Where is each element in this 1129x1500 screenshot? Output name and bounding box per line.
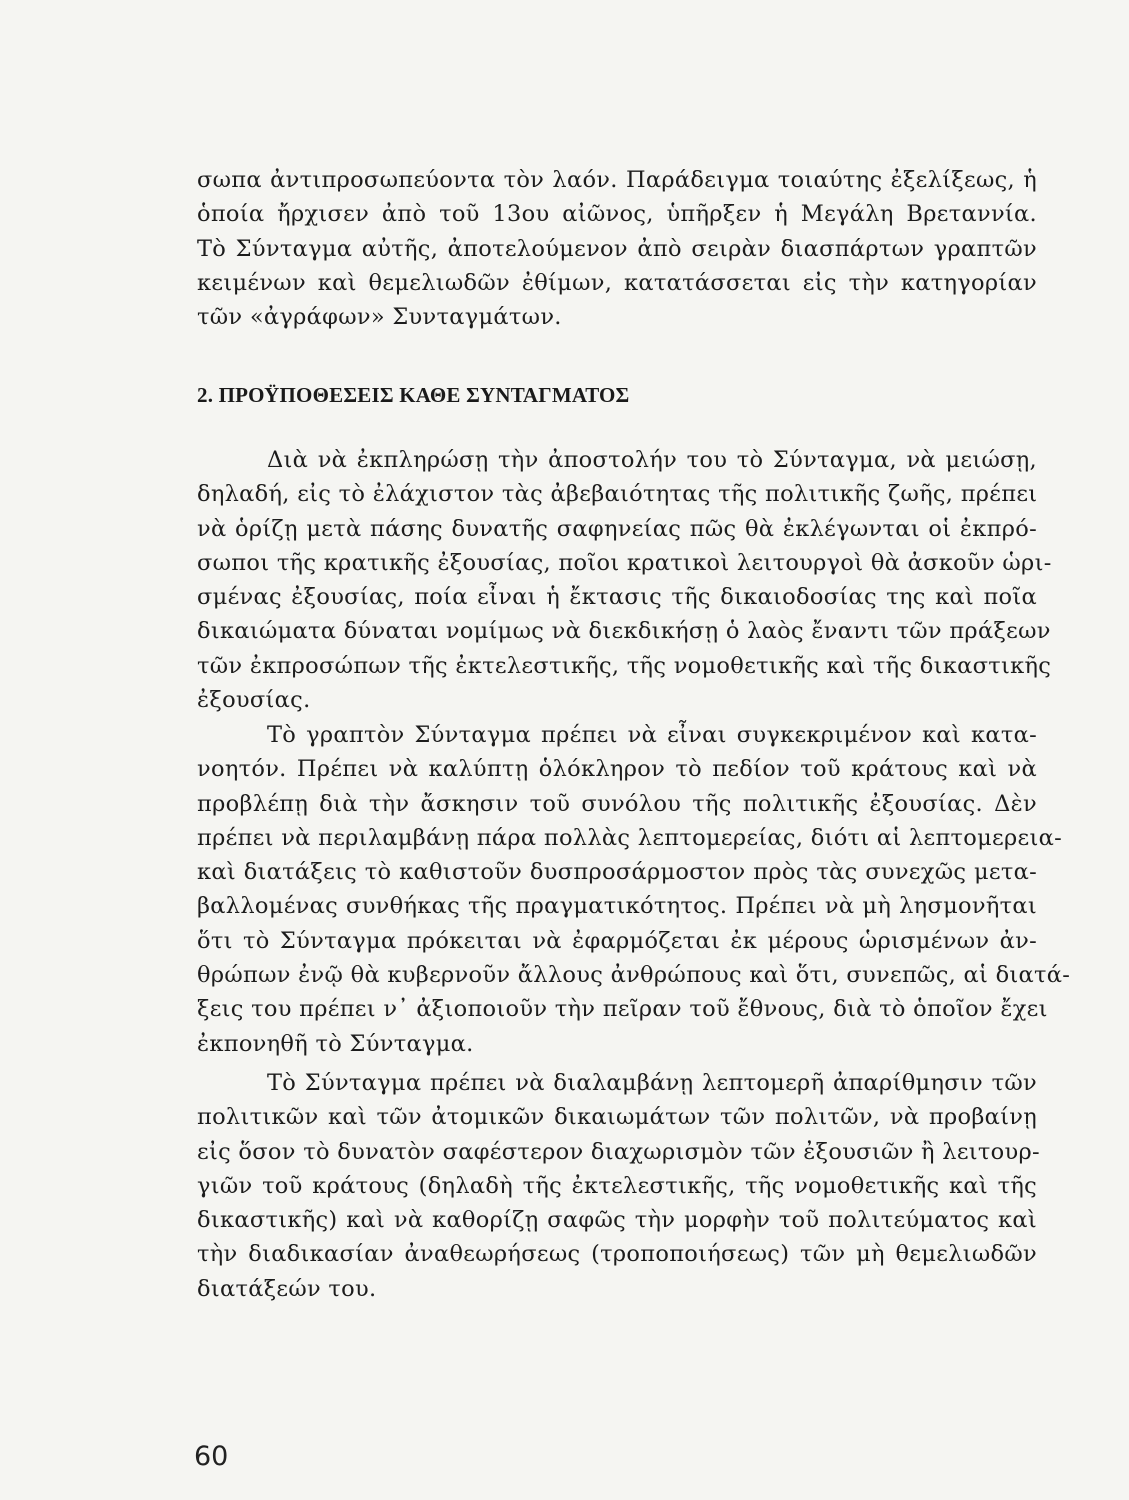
- text-line: γιῶν τοῦ κράτους (δηλαδὴ τῆς ἐκτελεστικῆς, τῆς νομοθετικῆς καὶ τῆς: [197, 1172, 1037, 1199]
- text-line: πολιτικῶν καὶ τῶν ἀτομικῶν δικαιωμάτων τῶν πολιτῶν, νὰ προβαίνῃ: [197, 1104, 1037, 1131]
- text-line: καὶ διατάξεις τὸ καθιστοῦν δυσπροσάρμοστον πρὸς τὰς συνεχῶς μετα-: [197, 859, 1037, 886]
- text-line: νὰ ὁρίζῃ μετὰ πάσης δυνατῆς σαφηνείας πῶς θὰ ἐκλέγωνται οἱ ἐκπρό-: [197, 515, 1037, 542]
- text-line: Διὰ νὰ ἐκπληρώσῃ τὴν ἀποστολήν του τὸ Σύνταγμα, νὰ μειώσῃ,: [267, 447, 1037, 473]
- text-line: διατάξεών του.: [197, 1275, 377, 1302]
- paragraph-3: [197, 1066, 1040, 1306]
- text-line: δικαστικῆς) καὶ νὰ καθορίζῃ σαφῶς τὴν μορφὴν τοῦ πολιτεύματος καὶ: [197, 1207, 1037, 1234]
- text-line: σωποι τῆς κρατικῆς ἐξουσίας, ποῖοι κρατικοὶ λειτουργοὶ θὰ ἀσκοῦν ὡρι-: [197, 549, 1052, 576]
- text-line: Τὸ Σύνταγμα αὐτῆς, ἀποτελούμενον ἀπὸ σειρὰν διασπάρτων γραπτῶν: [197, 235, 1037, 262]
- text-line: ἐκπονηθῆ τὸ Σύνταγμα.: [197, 1030, 474, 1057]
- paragraph-1: [197, 443, 1052, 717]
- text-line: ξεις του πρέπει ν᾽ ἀξιοποιοῦν τὴν πεῖραν τοῦ ἔθνους, διὰ τὸ ὁποῖον ἔχει: [197, 996, 1048, 1023]
- text-line: δηλαδή, εἰς τὸ ἐλάχιστον τὰς ἀβεβαιότητας τῆς πολιτικῆς ζωῆς, πρέπει: [197, 481, 1038, 508]
- text-line: πρέπει νὰ περιλαμβάνῃ πάρα πολλὰς λεπτομερείας, διότι αἱ λεπτομερεια-: [197, 824, 1063, 851]
- text-line: τὴν διαδικασίαν ἀναθεωρήσεως (τροποποιήσεως) τῶν μὴ θεμελιωδῶν: [197, 1241, 1037, 1268]
- text-line: ὅτι τὸ Σύνταγμα πρόκειται νὰ ἐφαρμόζεται ἐκ μέρους ὡρισμένων ἀν-: [197, 927, 1037, 954]
- text-line: Τὸ γραπτὸν Σύνταγμα πρέπει νὰ εἶναι συγκεκριμένον καὶ κατα-: [267, 722, 1037, 748]
- intro-paragraph: [197, 163, 1037, 334]
- text-line: θρώπων ἐνῷ θὰ κυβερνοῦν ἄλλους ἀνθρώπους καὶ ὅτι, συνεπῶς, αἱ διατά-: [197, 962, 1071, 989]
- text-line: νοητόν. Πρέπει νὰ καλύπτῃ ὁλόκληρον τὸ πεδίον τοῦ κράτους καὶ νὰ: [197, 756, 1037, 783]
- paragraph-2: [197, 718, 1071, 1061]
- text-line: τῶν «ἀγράφων» Συνταγμάτων.: [197, 304, 562, 331]
- text-line: εἰς ὅσον τὸ δυνατὸν σαφέστερον διαχωρισμὸν τῶν ἐξουσιῶν ἢ λειτουρ-: [197, 1138, 1040, 1165]
- text-line: σωπα ἀντιπροσωπεύοντα τὸν λαόν. Παράδειγμα τοιαύτης ἐξελίξεως, ἡ: [197, 167, 1037, 193]
- section-heading: 2. ΠΡΟΫΠΟΘΕΣΕΙΣ ΚΑΘΕ ΣΥΝΤΑΓΜΑΤΟΣ: [197, 383, 630, 407]
- text-line: βαλλομένας συνθήκας τῆς πραγματικότητος. Πρέπει νὰ μὴ λησμονῆται: [197, 893, 1037, 920]
- text-line: προβλέπῃ διὰ τὴν ἄσκησιν τοῦ συνόλου τῆς πολιτικῆς ἐξουσίας. Δὲν: [197, 790, 1037, 817]
- text-line: δικαιώματα δύναται νομίμως νὰ διεκδικήσῃ ὁ λαὸς ἔναντι τῶν πράξεων: [197, 618, 1051, 645]
- text-line: σμένας ἐξουσίας, ποία εἶναι ἡ ἔκτασις τῆς δικαιοδοσίας της καὶ ποῖα: [197, 584, 1037, 611]
- text-line: Τὸ Σύνταγμα πρέπει νὰ διαλαμβάνῃ λεπτομερῆ ἀπαρίθμησιν τῶν: [267, 1070, 1037, 1096]
- text-line: ὁποία ἤρχισεν ἀπὸ τοῦ 13ου αἰῶνος, ὑπῆρξεν ἡ Μεγάλη Βρεταννία.: [197, 201, 1037, 228]
- text-line: κειμένων καὶ θεμελιωδῶν ἐθίμων, κατατάσσεται εἰς τὴν κατηγορίαν: [197, 269, 1037, 296]
- text-line: ἐξουσίας.: [197, 687, 311, 714]
- page-number: 60: [194, 1441, 229, 1472]
- text-line: τῶν ἐκπροσώπων τῆς ἐκτελεστικῆς, τῆς νομοθετικῆς καὶ τῆς δικαστικῆς: [197, 652, 1052, 679]
